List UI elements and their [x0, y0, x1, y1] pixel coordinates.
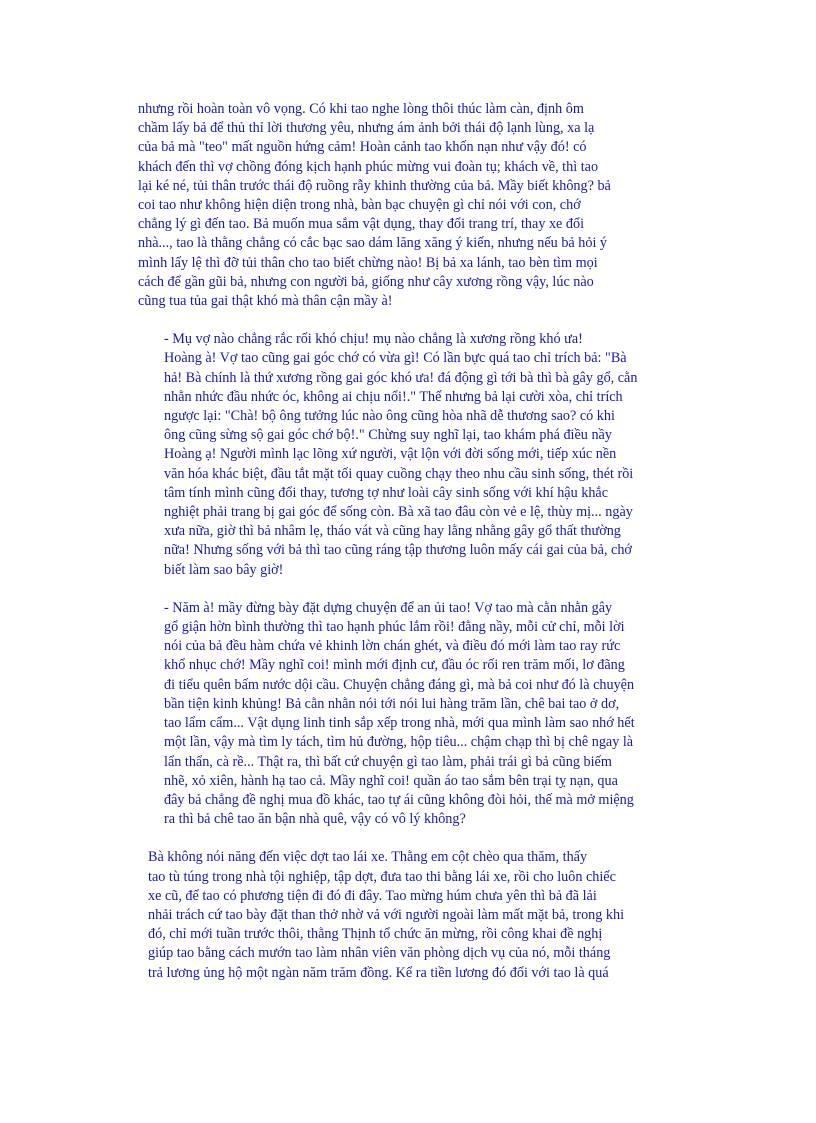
text-line: lẩn thẩn, cà rề... Thật ra, thì bất cứ chuyện gì tao làm, phải trái gì bả cũng biếm: [164, 753, 612, 770]
text-line: - Mụ vợ nào chẳng rắc rối khó chịu! mụ nào chẳng là xương rồng khó ưa!: [164, 331, 583, 348]
text-line: mình lấy lệ thì đỡ tủi thân cho tao biết chừng nào! Bị bả xa lánh, tao bèn tìm mọi: [138, 254, 598, 271]
text-line: giúp tao bằng cách mướn tao làm nhân viên văn phòng dịch vụ của nó, mỗi tháng: [148, 945, 611, 962]
text-line: ra thì bả chê tao ăn bận nhà quê, vậy có vô lý không?: [164, 811, 466, 828]
text-line: chẳng lý gì đến tao. Bả muốn mua sắm vật dụng, thay đổi trang trí, thay xe đổi: [138, 216, 585, 233]
text-line: cũng tua tủa gai thật khó mà thân cận mầy à!: [138, 293, 393, 310]
text-line: nữa! Nhưng sống với bả thì tao cũng ráng tập thương luôn mấy cái gai của bả, chớ: [164, 542, 632, 559]
text-line: ông cũng sừng sộ gai góc chớ bộ!." Chừng suy nghĩ lại, tao khám phá điều nầy: [164, 427, 612, 444]
text-line: xe cũ, để tao có phương tiện đi đó đi đây. Tao mừng húm chưa yên thì bả đã lải: [148, 887, 597, 904]
text-line: cách để gần gũi bả, nhưng con người bả, giống như cây xương rồng vậy, lúc nào: [138, 273, 594, 290]
text-line: tao lẩm cẩm... Vật dụng linh tinh sắp xếp trong nhà, mới qua mình làm sao nhớ hết: [164, 715, 635, 732]
text-line: Bà không nói năng đến việc dợt tao lái xe. Thằng em cột chèo qua thăm, thấy: [148, 849, 588, 866]
text-line: nhà..., tao là thằng chẳng có cắc bạc sao dám lăng xăng ý kiến, nhưng nếu bả hỏi ý: [138, 235, 608, 252]
text-line: nghiệt phải trang bị gai góc để sống còn. Bà xã tao đâu còn vẻ e lệ, thùy mị... ngày: [164, 504, 633, 521]
text-line: chầm lấy bả để thủ thỉ lời thương yêu, nhưng ám ảnh bởi thái độ lạnh lùng, xa lạ: [138, 120, 595, 137]
text-line: khách đến thì vợ chồng đóng kịch hạnh phúc mừng vui đoàn tụ; khách về, thì tao: [138, 158, 599, 175]
text-line: trả lương ủng hộ một ngàn năm trăm đồng. Kể ra tiền lương đó đối với tao là quá: [148, 964, 609, 981]
text-line: bần tiện kinh khủng! Bả cằn nhằn nói tới nói lui hàng trăm lần, chê bai tao ở dơ,: [164, 695, 620, 712]
text-line: biết làm sao bây giờ!: [164, 561, 284, 578]
paragraph-4: [138, 848, 678, 982]
text-line: đó, chỉ mới tuần trước thôi, thằng Thịnh tổ chức ăn mừng, rồi công khai đề nghị: [148, 926, 603, 943]
text-line: gổ giận hờn bình thường thì tao hạnh phúc lắm rồi! đằng nầy, mỗi cử chỉ, mỗi lời: [164, 619, 625, 636]
text-line: nhằn nhức đầu nhức óc, không ai chịu nổi!." Thế nhưng bả lại cười xòa, chỉ trích: [164, 388, 623, 405]
text-line: coi tao như không hiện diện trong nhà, bàn bạc chuyện gì chỉ nói với con, chớ: [138, 197, 581, 214]
text-line: tao tù túng trong nhà tội nghiệp, tập dợt, đưa tao thi bằng lái xe, rồi cho luôn chiếc: [148, 868, 616, 885]
text-line: xưa nữa, giờ thì bả nhâm lẹ, tháo vát và cũng hay lằng nhằng gây gổ thất thường: [164, 523, 621, 540]
text-line: Hoàng à! Vợ tao cũng gai góc chớ có vừa gì! Có lần bực quá tao chỉ trích bả: "Bà: [164, 350, 627, 367]
paragraph-3: [138, 599, 678, 829]
paragraph-1: [138, 100, 678, 311]
text-line: tâm tính mình cũng đổi thay, tương tợ như loài cây sinh sống với khí hậu khắc: [164, 484, 609, 501]
text-line: nói của bả đều hàm chứa vẻ khinh lờn chán ghét, và điều đó mới làm tao ray rức: [164, 638, 621, 655]
text-line: khổ nhục chớ! Mầy nghĩ coi! mình mới định cư, đầu óc rối ren trăm mối, lơ đãng: [164, 657, 625, 674]
text-line: - Năm à! mầy đừng bày đặt dựng chuyện để an ủi tao! Vợ tao mà cằn nhằn gây: [164, 599, 613, 616]
text-line: một lần, vậy mà tìm ly tách, tìm hủ đường, hộp tiêu... chậm chạp thì bị chê ngay là: [164, 734, 634, 751]
text-line: văn hóa khác biệt, đầu tắt mặt tối quay cuồng chạy theo nhu cầu sinh sống, thét rồi: [164, 465, 634, 482]
text-line: đây bả chẳng đề nghị mua đồ khác, tao tự ái cũng không đòi hỏi, thế mà mở miệng: [164, 791, 634, 808]
text-line: nhưng rồi hoàn toàn vô vọng. Có khi tao nghe lòng thôi thúc làm càn, định ôm: [138, 101, 584, 117]
text-line: lại ké né, tủi thân trước thái độ ruồng rẫy khinh thường của bả. Mầy biết không? bả: [138, 177, 611, 194]
text-line: đi tiểu quên bấm nước dội cầu. Chuyện chẳng đáng gì, mà bả coi như đó là chuyện: [164, 676, 635, 693]
text-line: nhẽ, xỏ xiên, hành hạ tao cả. Mầy nghĩ coi! quần áo tao sắm bên trại tỵ nạn, qua: [164, 772, 618, 789]
document-body: [138, 100, 678, 1002]
text-line: ngược lại: "Chà! bộ ông tưởng lúc nào ông cũng hòa nhã dễ thương sao? có khi: [164, 408, 615, 425]
paragraph-2: [138, 330, 678, 580]
text-line: nhải trách cứ tao bày đặt than thở nhờ vả với người ngoài làm mất mặt bả, trong khi: [148, 906, 625, 923]
text-line: của bả mà "teo" mất nguồn hứng cảm! Hoàn cảnh tao khốn nạn như vậy đó! có: [138, 139, 587, 156]
text-line: Hoàng ạ! Người mình lạc lõng xứ người, vật lộn với đời sống mới, tiếp xúc nền: [164, 446, 617, 463]
text-line: hả! Bà chính là thứ xương rồng gai góc khó ưa! đá động gì tới bà thì bà gây gổ, cằn: [164, 369, 638, 386]
